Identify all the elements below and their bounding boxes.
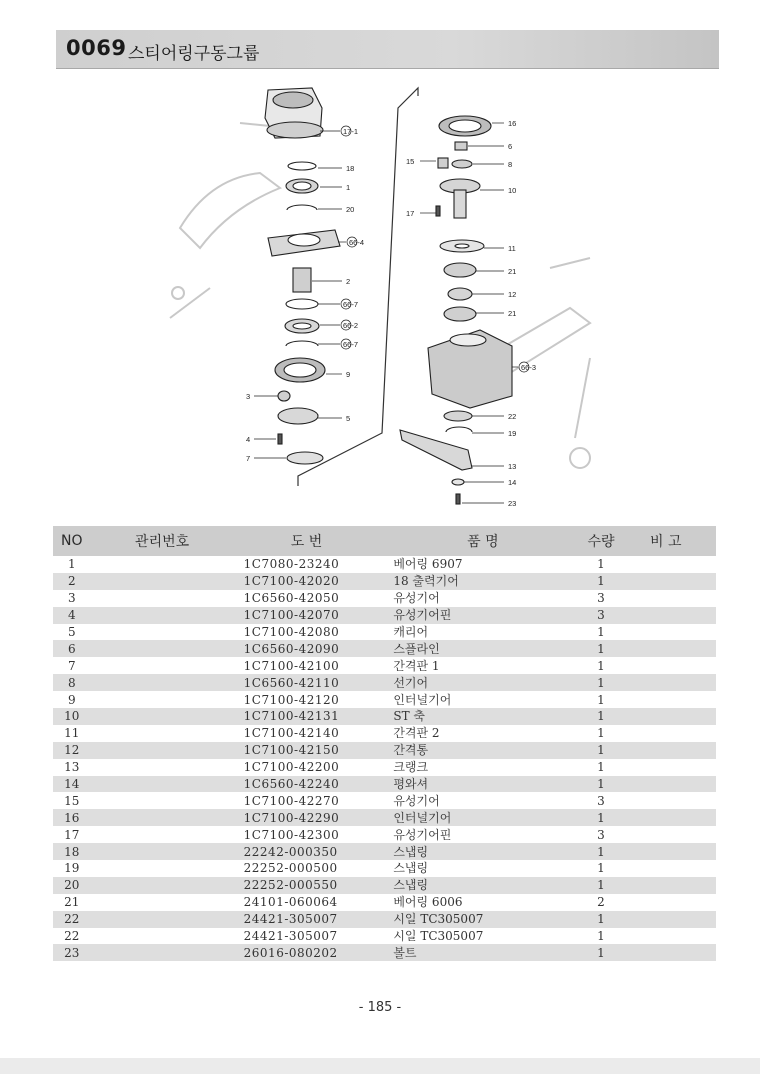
- callout-right-12: [472, 412, 516, 421]
- table-row: [53, 792, 716, 809]
- svg-text:66-7: 66-7: [343, 300, 359, 309]
- table-row: [53, 843, 716, 860]
- row-name-cell: 선기어: [379, 674, 586, 691]
- callout-left-1: [320, 126, 358, 136]
- table-row: [53, 776, 716, 793]
- table-row: [53, 809, 716, 826]
- svg-text:19: 19: [508, 429, 517, 438]
- row-drawing-cell: 1C7100-42131: [234, 708, 380, 725]
- row-note-cell: [616, 624, 716, 641]
- callout-left-5: [338, 237, 364, 247]
- svg-text:10: 10: [508, 186, 517, 195]
- row-mgmt-cell: [91, 928, 234, 945]
- row-name-cell: 간격통: [379, 742, 586, 759]
- row-mgmt-cell: [91, 894, 234, 911]
- svg-text:11: 11: [508, 244, 516, 253]
- table-row: [53, 674, 716, 691]
- row-drawing-cell: 24101-060064: [243, 895, 338, 910]
- row-drawing-cell: 1C7100-42200: [243, 760, 340, 775]
- row-name-cell: 평와셔: [379, 776, 586, 793]
- row-mgmt-cell: [91, 809, 234, 826]
- row-mgmt-cell: [91, 624, 234, 641]
- row-no-cell: 22: [64, 929, 80, 944]
- left-stack-parts: [265, 88, 340, 464]
- row-note-cell: [616, 928, 716, 945]
- row-no-cell: 5: [67, 625, 76, 639]
- callout-right-9: [472, 290, 516, 299]
- table-row: [53, 590, 716, 607]
- row-note-cell: [616, 708, 716, 725]
- row-name-cell: 시일 TC305007: [379, 911, 586, 928]
- row-mgmt-cell: [91, 911, 234, 928]
- row-note-cell: [616, 725, 716, 742]
- header-drawing-number: 도 번: [234, 526, 380, 556]
- header-part-name: 품 명: [379, 526, 586, 556]
- row-drawing-cell: 1C7100-42120: [243, 692, 340, 707]
- row-name-cell: 인터널기어: [393, 692, 452, 707]
- row-qty-cell: 1: [586, 640, 615, 657]
- row-qty-cell: 1: [597, 861, 605, 876]
- row-qty-cell: 3: [586, 607, 615, 624]
- parts-table: [53, 526, 716, 961]
- row-name-cell: 스냅링: [393, 861, 429, 876]
- row-drawing-cell: 1C7100-42290: [234, 809, 380, 826]
- row-qty-cell: 3: [597, 793, 605, 808]
- callout-right-10: [476, 309, 516, 318]
- row-qty-cell: 1: [586, 742, 615, 759]
- svg-text:12: 12: [508, 290, 517, 299]
- row-name-cell: 유성기어핀: [379, 607, 586, 624]
- row-name-cell: 스냅링: [379, 877, 586, 894]
- row-qty-cell: 1: [597, 929, 605, 944]
- row-qty-cell: 1: [597, 625, 605, 639]
- callout-left-11: [246, 392, 278, 401]
- table-row: [53, 944, 716, 961]
- row-name-cell: 18 출력기어: [379, 573, 586, 590]
- row-mgmt-cell: [91, 759, 234, 776]
- svg-text:20: 20: [346, 205, 355, 214]
- row-mgmt-cell: [91, 944, 234, 961]
- row-note-cell: [616, 590, 716, 607]
- table-body: [53, 556, 716, 961]
- row-no-cell: 12: [53, 742, 91, 759]
- table-row: [53, 691, 716, 708]
- row-note-cell: [616, 911, 716, 928]
- row-qty-cell: 1: [586, 708, 615, 725]
- row-qty-cell: 1: [586, 944, 615, 961]
- row-no-cell: 22: [53, 911, 91, 928]
- callout-right-7: [484, 244, 516, 253]
- row-mgmt-cell: [91, 860, 234, 877]
- row-note-cell: [616, 894, 716, 911]
- callout-right-3: [406, 157, 436, 166]
- row-no-cell: 21: [64, 895, 80, 910]
- svg-text:8: 8: [508, 160, 513, 169]
- row-qty-cell: 2: [597, 895, 605, 910]
- callout-left-4: [318, 205, 354, 214]
- svg-text:22: 22: [508, 412, 517, 421]
- row-no-cell: 2: [53, 573, 91, 590]
- row-name-cell: 유성기어: [393, 591, 440, 606]
- row-name-cell: 인터널기어: [379, 809, 586, 826]
- svg-text:3: 3: [246, 392, 251, 401]
- callout-right-8: [476, 267, 516, 276]
- svg-text:4: 4: [246, 435, 251, 444]
- row-mgmt-cell: [91, 691, 234, 708]
- row-name-cell: 스플라인: [379, 640, 586, 657]
- row-drawing-cell: 1C7100-42150: [234, 742, 380, 759]
- callout-left-6: [312, 277, 350, 286]
- row-mgmt-cell: [91, 556, 234, 573]
- row-mgmt-cell: [91, 826, 234, 843]
- row-no-cell: 19: [64, 861, 80, 876]
- table-row: [53, 911, 716, 928]
- table-row: [53, 877, 716, 894]
- row-qty-cell: 1: [586, 573, 615, 590]
- row-qty-cell: 1: [597, 726, 605, 741]
- row-note-cell: [616, 792, 716, 809]
- svg-text:14: 14: [508, 478, 517, 487]
- row-name-cell: 유성기어핀: [393, 827, 452, 842]
- callout-left-3: [320, 183, 350, 192]
- row-note-cell: [616, 640, 716, 657]
- callout-left-7: [318, 299, 358, 309]
- row-note-cell: [616, 944, 716, 961]
- row-drawing-cell: 1C7100-42020: [234, 573, 380, 590]
- row-note-cell: [616, 877, 716, 894]
- row-mgmt-cell: [91, 877, 234, 894]
- table-row: [53, 860, 716, 877]
- callout-right-5: [480, 186, 516, 195]
- callout-right-2: [468, 142, 512, 151]
- row-no-cell: 10: [53, 708, 91, 725]
- callout-left-13: [246, 435, 276, 444]
- row-mgmt-cell: [91, 776, 234, 793]
- row-note-cell: [616, 674, 716, 691]
- row-note-cell: [616, 573, 716, 590]
- section-code: 0069: [66, 36, 127, 60]
- row-no-cell: 17: [64, 827, 80, 842]
- row-drawing-cell: 24421-305007: [234, 911, 380, 928]
- table-row: [53, 725, 716, 742]
- table-header-row: [53, 526, 716, 556]
- row-note-cell: [616, 776, 716, 793]
- row-no-cell: 9: [67, 692, 76, 707]
- row-no-cell: 11: [64, 726, 80, 741]
- row-drawing-cell: 1C7100-42140: [243, 726, 340, 741]
- svg-text:7: 7: [246, 454, 251, 463]
- row-note-cell: [616, 657, 716, 674]
- row-drawing-cell: 1C7100-42080: [243, 625, 340, 639]
- header-mgmt-number: 관리번호: [91, 526, 234, 556]
- svg-text:18: 18: [346, 164, 355, 173]
- right-stack-parts: [400, 116, 512, 504]
- row-mgmt-cell: [91, 674, 234, 691]
- table-row: [53, 556, 716, 573]
- row-mgmt-cell: [91, 640, 234, 657]
- row-no-cell: 23: [53, 944, 91, 961]
- table-row: [53, 708, 716, 725]
- callout-right-14: [472, 462, 516, 471]
- row-note-cell: [616, 742, 716, 759]
- row-mgmt-cell: [91, 607, 234, 624]
- row-drawing-cell: 24421-305007: [243, 929, 338, 944]
- row-name-cell: 시일 TC305007: [393, 929, 484, 944]
- scan-bottom-band: [0, 1058, 760, 1074]
- row-qty-cell: 1: [586, 911, 615, 928]
- table-row: [53, 624, 716, 641]
- callout-right-4: [473, 160, 512, 169]
- row-name-cell: 크랭크: [393, 760, 429, 775]
- row-qty-cell: 1: [586, 843, 615, 860]
- row-no-cell: 3: [67, 591, 76, 606]
- row-qty-cell: 1: [586, 809, 615, 826]
- svg-text:15: 15: [406, 157, 415, 166]
- table-row: [53, 607, 716, 624]
- row-no-cell: 15: [64, 793, 80, 808]
- svg-text:66-3: 66-3: [521, 363, 537, 372]
- row-drawing-cell: 1C6560-42110: [234, 674, 380, 691]
- row-drawing-cell: 1C7100-42270: [243, 793, 340, 808]
- row-note-cell: [616, 556, 716, 573]
- row-mgmt-cell: [91, 742, 234, 759]
- row-drawing-cell: 1C7100-42100: [243, 658, 340, 673]
- row-qty-cell: 1: [597, 760, 605, 775]
- svg-text:13: 13: [508, 462, 517, 471]
- svg-text:66-2: 66-2: [343, 321, 359, 330]
- assembly-bracket-lines: [298, 88, 418, 486]
- svg-text:6: 6: [508, 142, 513, 151]
- svg-text:1: 1: [346, 183, 351, 192]
- callout-left-9: [318, 339, 358, 349]
- row-note-cell: [616, 759, 716, 776]
- row-no-cell: 20: [53, 877, 91, 894]
- row-drawing-cell: 1C6560-42090: [234, 640, 380, 657]
- row-drawing-cell: 1C7100-42070: [234, 607, 380, 624]
- table-row: [53, 894, 716, 911]
- row-no-cell: 1: [67, 557, 76, 572]
- row-qty-cell: 1: [597, 557, 605, 572]
- row-qty-cell: 1: [586, 776, 615, 793]
- callout-right-1: [492, 119, 516, 128]
- row-qty-cell: 3: [597, 591, 605, 606]
- row-note-cell: [616, 860, 716, 877]
- section-header: [56, 30, 719, 69]
- row-mgmt-cell: [91, 708, 234, 725]
- row-name-cell: 스냅링: [379, 843, 586, 860]
- page-number: - 185 -: [358, 1000, 402, 1015]
- table-row: [53, 573, 716, 590]
- svg-text:17-1: 17-1: [343, 127, 359, 136]
- row-mgmt-cell: [91, 590, 234, 607]
- callout-right-6: [406, 209, 436, 218]
- svg-text:5: 5: [346, 414, 351, 423]
- table-row: [53, 640, 716, 657]
- row-qty-cell: 1: [597, 658, 605, 673]
- row-mgmt-cell: [91, 573, 234, 590]
- header-remarks: 비 고: [616, 526, 716, 556]
- table-row: [53, 759, 716, 776]
- row-note-cell: [616, 809, 716, 826]
- svg-text:66-7: 66-7: [343, 340, 359, 349]
- table-row: [53, 928, 716, 945]
- svg-text:17: 17: [406, 209, 415, 218]
- callout-right-16: [462, 499, 516, 508]
- row-qty-cell: 1: [586, 877, 615, 894]
- section-title: 스티어링구동그룹: [128, 44, 260, 64]
- row-name-cell: 캐리어: [393, 625, 429, 639]
- svg-text:21: 21: [508, 309, 517, 318]
- row-note-cell: [616, 691, 716, 708]
- row-qty-cell: 1: [597, 692, 605, 707]
- row-name-cell: 유성기어: [393, 793, 440, 808]
- row-name-cell: ST 축: [379, 708, 586, 725]
- row-drawing-cell: 22242-000350: [234, 843, 380, 860]
- header-no: NO: [53, 526, 91, 556]
- table-row: [53, 742, 716, 759]
- callout-left-2: [318, 164, 354, 173]
- row-no-cell: 14: [53, 776, 91, 793]
- row-note-cell: [616, 607, 716, 624]
- row-name-cell: 볼트: [379, 944, 586, 961]
- row-no-cell: 4: [53, 607, 91, 624]
- background-ghost-linkage: [170, 123, 590, 468]
- row-drawing-cell: 1C6560-42050: [243, 591, 340, 606]
- row-drawing-cell: 1C6560-42240: [234, 776, 380, 793]
- row-note-cell: [616, 826, 716, 843]
- row-drawing-cell: 22252-000550: [234, 877, 380, 894]
- row-no-cell: 16: [53, 809, 91, 826]
- row-name-cell: 간격판 1: [393, 658, 440, 673]
- callout-right-13: [472, 429, 516, 438]
- row-name-cell: 베어링 6006: [393, 895, 463, 910]
- svg-text:66-4: 66-4: [349, 238, 365, 247]
- table-row: [53, 657, 716, 674]
- row-drawing-cell: 1C7100-42300: [243, 827, 340, 842]
- row-name-cell: 베어링 6907: [393, 557, 463, 572]
- row-mgmt-cell: [91, 792, 234, 809]
- callout-left-8: [320, 320, 358, 330]
- row-drawing-cell: 1C7080-23240: [243, 557, 340, 572]
- row-qty-cell: 1: [586, 674, 615, 691]
- row-drawing-cell: 22252-000500: [243, 861, 338, 876]
- row-no-cell: 6: [53, 640, 91, 657]
- callout-left-14: [246, 454, 286, 463]
- row-no-cell: 7: [67, 658, 76, 673]
- svg-text:16: 16: [508, 119, 517, 128]
- callout-right-15: [464, 478, 516, 487]
- callout-left-12: [318, 414, 350, 423]
- svg-text:2: 2: [346, 277, 351, 286]
- row-drawing-cell: 26016-080202: [234, 944, 380, 961]
- row-no-cell: 18: [53, 843, 91, 860]
- callout-left-10: [326, 370, 350, 379]
- row-mgmt-cell: [91, 725, 234, 742]
- svg-text:21: 21: [508, 267, 517, 276]
- row-no-cell: 8: [53, 674, 91, 691]
- svg-text:9: 9: [346, 370, 351, 379]
- row-mgmt-cell: [91, 843, 234, 860]
- header-quantity: 수량: [586, 526, 615, 556]
- row-no-cell: 13: [64, 760, 80, 775]
- row-qty-cell: 3: [597, 827, 605, 842]
- svg-text:23: 23: [508, 499, 517, 508]
- exploded-parts-diagram: [150, 78, 630, 518]
- row-name-cell: 간격판 2: [393, 726, 440, 741]
- row-note-cell: [616, 843, 716, 860]
- row-mgmt-cell: [91, 657, 234, 674]
- table-row: [53, 826, 716, 843]
